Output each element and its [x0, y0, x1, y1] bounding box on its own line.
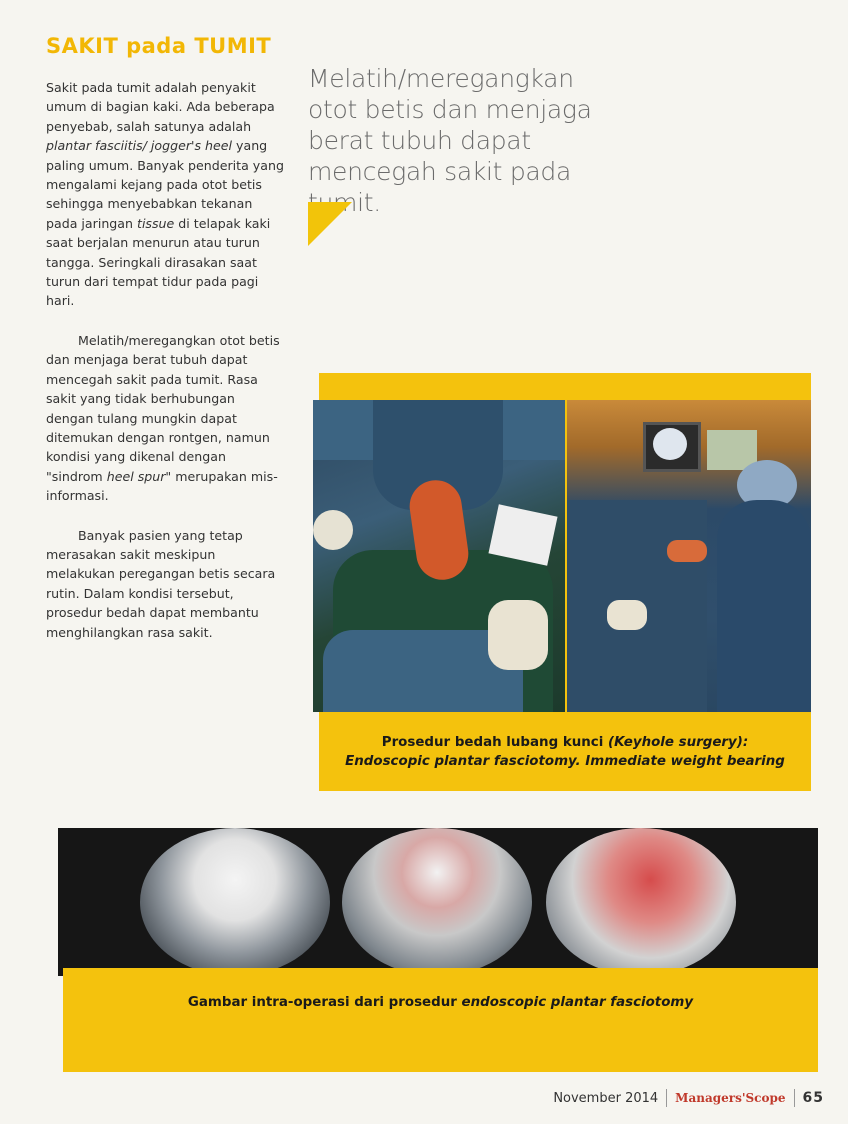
- caption-italic: Endoscopic plantar fasciotomy. Immediate weight bearing: [345, 754, 785, 769]
- text-run: " merupakan mis-informasi.: [46, 468, 278, 504]
- caption-text: Gambar intra-operasi dari prosedur: [187, 995, 462, 1010]
- magazine-logo: Managers'Scope: [675, 1091, 786, 1105]
- endoscopic-image-strip: [58, 828, 818, 976]
- endoscopic-image-3: [546, 828, 736, 976]
- footer-divider: [666, 1089, 667, 1107]
- italic-term: heel spur: [106, 468, 166, 484]
- footer-divider: [794, 1089, 795, 1107]
- text-run: yang paling umum. Banyak penderita yang mengalami kejang pada otot betis sehingga menyebabkan tekanan pada jaringan: [46, 138, 284, 231]
- pull-quote: Melatih/meregangkan otot betis dan menjaga berat tubuh dapat mencegah sakit pada tumit.: [308, 64, 592, 217]
- quote-triangle-icon: [308, 202, 352, 246]
- surgery-photo-right: [567, 400, 811, 712]
- text-run: di telapak kaki saat berjalan menurun atau turun tangga. Seringkali dirasakan saat turun dari tempat tidur pada pagi hari.: [46, 215, 271, 309]
- article-heading: SAKIT pada TUMIT: [46, 34, 272, 58]
- paragraph-1: [46, 78, 286, 311]
- caption-text: Prosedur bedah lubang kunci: [381, 735, 608, 750]
- italic-term: tissue: [137, 215, 175, 231]
- photo-caption: [319, 733, 811, 771]
- body-column: [46, 78, 286, 662]
- caption-italic: endoscopic plantar fasciotomy: [461, 995, 694, 1010]
- surgery-photo-panel: [319, 373, 811, 791]
- endoscopic-image-1: [140, 828, 330, 976]
- paragraph-3: Banyak pasien yang tetap merasakan sakit meskipun melakukan peregangan betis secara rutin. Dalam kondisi tersebut, prosedur bedah dapat membantu menghilangkan rasa sakit.: [46, 527, 276, 640]
- endoscopic-image-2: [342, 828, 532, 976]
- caption-italic: (Keyhole surgery):: [608, 735, 749, 750]
- endoscopic-caption: [63, 995, 818, 1010]
- issue-date: November 2014: [553, 1090, 659, 1106]
- page-footer: [553, 1089, 824, 1107]
- endoscopic-caption-panel: [63, 968, 818, 1072]
- italic-term: plantar fasciitis/ jogger's heel: [46, 138, 233, 154]
- text-run: Sakit pada tumit adalah penyakit umum di bagian kaki. Ada beberapa penyebab, salah satunya adalah: [46, 80, 275, 134]
- text-run: Melatih/meregangkan otot betis dan menjaga berat tubuh dapat mencegah sakit pada tumit. Rasa sakit yang tidak berhubungan dengan tulang mungkin dapat ditemukan dengan rontgen, namun kondisi yang dikenal dengan "sindrom: [46, 332, 280, 484]
- page-number: 65: [802, 1090, 824, 1106]
- paragraph-2: [46, 331, 286, 506]
- surgery-photo-left: [313, 400, 565, 712]
